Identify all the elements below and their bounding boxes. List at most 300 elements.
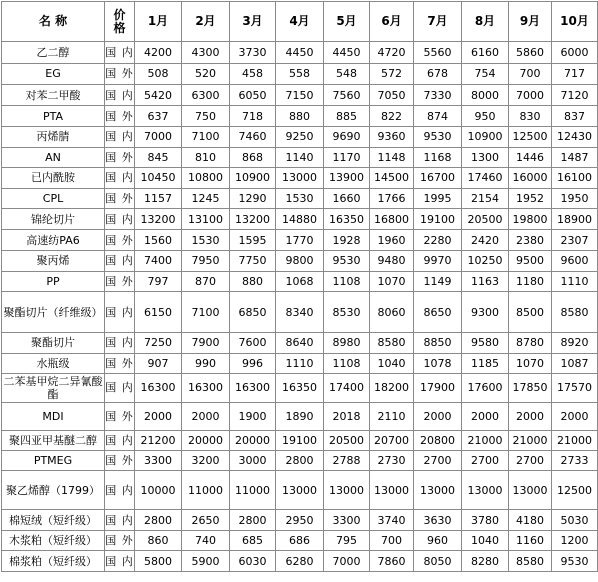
price-cell: 3780 (462, 510, 509, 531)
product-name: CPL (2, 188, 105, 209)
table-row (2, 127, 598, 148)
price-cell: 7950 (182, 251, 230, 272)
price-cell: 1200 (552, 531, 598, 551)
price-cell: 16300 (135, 374, 182, 403)
price-cell: 2730 (370, 451, 414, 471)
market-label: 国 内 (105, 431, 135, 451)
table-row (2, 402, 598, 431)
price-cell: 810 (182, 147, 230, 168)
market-label: 国 内 (105, 292, 135, 333)
price-cell: 2800 (276, 451, 324, 471)
price-cell: 1770 (276, 230, 324, 251)
price-cell: 6150 (135, 292, 182, 333)
price-cell: 19800 (509, 209, 552, 230)
price-cell: 837 (552, 106, 598, 127)
table-row (2, 353, 598, 374)
price-cell: 16000 (509, 168, 552, 189)
price-cell: 750 (182, 106, 230, 127)
price-cell: 880 (276, 106, 324, 127)
price-cell: 2700 (509, 451, 552, 471)
price-cell: 960 (414, 531, 462, 551)
market-label: 国 外 (105, 353, 135, 374)
table-row (2, 292, 598, 333)
header-price (105, 2, 135, 42)
price-cell: 18200 (370, 374, 414, 403)
price-cell: 7050 (370, 85, 414, 106)
price-cell: 2700 (414, 451, 462, 471)
price-cell: 685 (230, 531, 276, 551)
price-cell: 7000 (324, 551, 370, 572)
price-cell: 797 (135, 271, 182, 292)
price-cell: 740 (182, 531, 230, 551)
price-cell: 9530 (552, 551, 598, 572)
price-cell: 13000 (509, 471, 552, 510)
table-row (2, 551, 598, 572)
market-label: 国 内 (105, 551, 135, 572)
price-table (1, 1, 598, 572)
price-cell: 718 (230, 106, 276, 127)
price-cell: 860 (135, 531, 182, 551)
market-label: 国 外 (105, 531, 135, 551)
product-name: PP (2, 271, 105, 292)
price-cell: 9530 (324, 251, 370, 272)
price-cell: 10900 (230, 168, 276, 189)
header-month: 8月 (462, 2, 509, 42)
price-cell: 7250 (135, 333, 182, 354)
price-cell: 754 (462, 63, 509, 85)
price-cell: 20500 (462, 209, 509, 230)
price-cell: 13200 (230, 209, 276, 230)
table-row (2, 42, 598, 64)
price-cell: 9580 (462, 333, 509, 354)
price-cell: 1890 (276, 402, 324, 431)
price-cell: 2018 (324, 402, 370, 431)
price-cell: 9800 (276, 251, 324, 272)
price-cell: 2280 (414, 230, 462, 251)
price-cell: 7560 (324, 85, 370, 106)
market-label: 国 内 (105, 168, 135, 189)
product-name: EG (2, 63, 105, 85)
price-cell: 8650 (414, 292, 462, 333)
header-month: 4月 (276, 2, 324, 42)
price-cell: 8000 (462, 85, 509, 106)
market-label: 国 外 (105, 230, 135, 251)
price-cell: 7120 (552, 85, 598, 106)
price-cell: 20000 (230, 431, 276, 451)
price-cell: 13000 (276, 471, 324, 510)
header-month: 5月 (324, 2, 370, 42)
price-cell: 7600 (230, 333, 276, 354)
price-cell: 2800 (135, 510, 182, 531)
price-cell: 12500 (509, 127, 552, 148)
price-cell: 3000 (230, 451, 276, 471)
market-label: 国 内 (105, 471, 135, 510)
price-cell: 14880 (276, 209, 324, 230)
price-cell: 2950 (276, 510, 324, 531)
price-cell: 21000 (509, 431, 552, 451)
price-cell: 996 (230, 353, 276, 374)
header-price-line1: 价 (113, 7, 126, 22)
price-cell: 21200 (135, 431, 182, 451)
price-cell: 8980 (324, 333, 370, 354)
price-cell: 17900 (414, 374, 462, 403)
price-cell: 6000 (552, 42, 598, 64)
header-month: 2月 (182, 2, 230, 42)
price-cell: 1149 (414, 271, 462, 292)
price-cell: 3300 (324, 510, 370, 531)
price-cell: 17570 (552, 374, 598, 403)
price-cell: 6030 (230, 551, 276, 572)
price-cell: 16350 (276, 374, 324, 403)
price-cell: 880 (230, 271, 276, 292)
market-label: 国 外 (105, 451, 135, 471)
price-cell: 1078 (414, 353, 462, 374)
price-cell: 2650 (182, 510, 230, 531)
price-cell: 9360 (370, 127, 414, 148)
price-cell: 7000 (509, 85, 552, 106)
price-cell: 8780 (509, 333, 552, 354)
header-month: 1月 (135, 2, 182, 42)
price-cell: 8580 (370, 333, 414, 354)
price-cell: 2000 (182, 402, 230, 431)
price-cell: 8640 (276, 333, 324, 354)
price-cell: 1108 (324, 271, 370, 292)
product-name: PTMEG (2, 451, 105, 471)
price-cell: 11000 (230, 471, 276, 510)
price-cell: 13000 (414, 471, 462, 510)
table-row (2, 271, 598, 292)
price-cell: 2154 (462, 188, 509, 209)
table-row (2, 230, 598, 251)
market-label: 国 内 (105, 510, 135, 531)
price-cell: 9300 (462, 292, 509, 333)
price-cell: 874 (414, 106, 462, 127)
table-row (2, 531, 598, 551)
price-cell: 3200 (182, 451, 230, 471)
market-label: 国 内 (105, 251, 135, 272)
price-cell: 1300 (462, 147, 509, 168)
price-cell: 6280 (276, 551, 324, 572)
price-cell: 1595 (230, 230, 276, 251)
price-cell: 1185 (462, 353, 509, 374)
table-row (2, 209, 598, 230)
header-row (2, 2, 598, 42)
price-cell: 13000 (324, 471, 370, 510)
price-cell: 10250 (462, 251, 509, 272)
price-cell: 4720 (370, 42, 414, 64)
price-cell: 10450 (135, 168, 182, 189)
table-row (2, 63, 598, 85)
price-cell: 795 (324, 531, 370, 551)
price-cell: 950 (462, 106, 509, 127)
price-cell: 4450 (324, 42, 370, 64)
price-cell: 7150 (276, 85, 324, 106)
price-cell: 1087 (552, 353, 598, 374)
product-name: 对苯二甲酸 (2, 85, 105, 106)
price-cell: 548 (324, 63, 370, 85)
price-cell: 458 (230, 63, 276, 85)
product-name: 已内酰胺 (2, 168, 105, 189)
price-cell: 1163 (462, 271, 509, 292)
price-cell: 700 (509, 63, 552, 85)
product-name: MDI (2, 402, 105, 431)
price-cell: 1140 (276, 147, 324, 168)
price-cell: 2700 (462, 451, 509, 471)
product-name: 棉短绒（短纤级） (2, 510, 105, 531)
price-cell: 637 (135, 106, 182, 127)
price-cell: 8920 (552, 333, 598, 354)
price-cell: 1446 (509, 147, 552, 168)
price-cell: 2380 (509, 230, 552, 251)
price-cell: 7860 (370, 551, 414, 572)
table-row (2, 106, 598, 127)
price-cell: 845 (135, 147, 182, 168)
price-cell: 5860 (509, 42, 552, 64)
price-cell: 6050 (230, 85, 276, 106)
price-cell: 5900 (182, 551, 230, 572)
market-label: 国 外 (105, 63, 135, 85)
price-cell: 1108 (324, 353, 370, 374)
product-name: 聚酯切片（纤维级） (2, 292, 105, 333)
price-cell: 8340 (276, 292, 324, 333)
market-label: 国 外 (105, 271, 135, 292)
price-cell: 686 (276, 531, 324, 551)
price-cell: 885 (324, 106, 370, 127)
price-cell: 13200 (135, 209, 182, 230)
table-row (2, 188, 598, 209)
price-cell: 1928 (324, 230, 370, 251)
price-cell: 2307 (552, 230, 598, 251)
header-month: 6月 (370, 2, 414, 42)
price-cell: 822 (370, 106, 414, 127)
price-cell: 4180 (509, 510, 552, 531)
price-cell: 1040 (370, 353, 414, 374)
price-cell: 3740 (370, 510, 414, 531)
product-name: 聚酯切片 (2, 333, 105, 354)
price-cell: 4200 (135, 42, 182, 64)
product-name: 棉浆粕（短纤级） (2, 551, 105, 572)
price-cell: 1766 (370, 188, 414, 209)
price-cell: 7000 (135, 127, 182, 148)
price-cell: 20000 (182, 431, 230, 451)
price-cell: 16700 (414, 168, 462, 189)
price-cell: 7900 (182, 333, 230, 354)
price-cell: 9500 (509, 251, 552, 272)
price-cell: 21000 (552, 431, 598, 451)
product-name: PTA (2, 106, 105, 127)
price-cell: 16350 (324, 209, 370, 230)
price-cell: 13900 (324, 168, 370, 189)
price-cell: 14500 (370, 168, 414, 189)
price-cell: 870 (182, 271, 230, 292)
product-name: 木浆粕（短纤级） (2, 531, 105, 551)
price-cell: 12500 (552, 471, 598, 510)
price-cell: 572 (370, 63, 414, 85)
price-cell: 8280 (462, 551, 509, 572)
price-cell: 1530 (182, 230, 230, 251)
price-cell: 5420 (135, 85, 182, 106)
price-cell: 7100 (182, 127, 230, 148)
price-cell: 1950 (552, 188, 598, 209)
price-cell: 2000 (509, 402, 552, 431)
price-cell: 13000 (462, 471, 509, 510)
price-cell: 6160 (462, 42, 509, 64)
price-cell: 1157 (135, 188, 182, 209)
table-row (2, 431, 598, 451)
price-cell: 1245 (182, 188, 230, 209)
price-cell: 16300 (182, 374, 230, 403)
price-cell: 1900 (230, 402, 276, 431)
price-cell: 16800 (370, 209, 414, 230)
price-cell: 19100 (414, 209, 462, 230)
price-cell: 508 (135, 63, 182, 85)
price-cell: 2000 (462, 402, 509, 431)
price-cell: 8060 (370, 292, 414, 333)
price-cell: 5800 (135, 551, 182, 572)
price-cell: 16300 (230, 374, 276, 403)
price-cell: 11000 (182, 471, 230, 510)
price-cell: 12430 (552, 127, 598, 148)
price-cell: 830 (509, 106, 552, 127)
price-cell: 17400 (324, 374, 370, 403)
price-cell: 700 (370, 531, 414, 551)
header-name: 名 称 (2, 2, 105, 42)
price-cell: 8850 (414, 333, 462, 354)
price-cell: 1660 (324, 188, 370, 209)
price-cell: 9480 (370, 251, 414, 272)
price-cell: 2733 (552, 451, 598, 471)
market-label: 国 内 (105, 333, 135, 354)
price-cell: 8530 (324, 292, 370, 333)
price-cell: 1110 (552, 271, 598, 292)
price-cell: 20800 (414, 431, 462, 451)
price-cell: 8050 (414, 551, 462, 572)
price-cell: 18900 (552, 209, 598, 230)
header-month: 9月 (509, 2, 552, 42)
price-cell: 17600 (462, 374, 509, 403)
price-cell: 8580 (552, 292, 598, 333)
price-cell: 1160 (509, 531, 552, 551)
product-name: 聚四亚甲基醚二醇 (2, 431, 105, 451)
market-label: 国 外 (105, 188, 135, 209)
market-label: 国 外 (105, 147, 135, 168)
price-cell: 6850 (230, 292, 276, 333)
price-cell: 3730 (230, 42, 276, 64)
product-name: 聚乙烯醇（1799） (2, 471, 105, 510)
table-row (2, 374, 598, 403)
price-cell: 1148 (370, 147, 414, 168)
price-cell: 1995 (414, 188, 462, 209)
price-cell: 7100 (182, 292, 230, 333)
price-cell: 717 (552, 63, 598, 85)
price-cell: 1168 (414, 147, 462, 168)
price-cell: 2110 (370, 402, 414, 431)
product-name: 聚丙烯 (2, 251, 105, 272)
price-table-body (2, 42, 598, 572)
price-cell: 1487 (552, 147, 598, 168)
price-cell: 21000 (462, 431, 509, 451)
product-name: AN (2, 147, 105, 168)
price-cell: 16100 (552, 168, 598, 189)
price-cell: 2420 (462, 230, 509, 251)
table-row (2, 451, 598, 471)
price-cell: 4300 (182, 42, 230, 64)
price-cell: 1180 (509, 271, 552, 292)
market-label: 国 外 (105, 106, 135, 127)
price-cell: 9250 (276, 127, 324, 148)
price-cell: 6300 (182, 85, 230, 106)
table-row (2, 168, 598, 189)
price-cell: 1530 (276, 188, 324, 209)
price-cell: 13000 (276, 168, 324, 189)
price-cell: 3300 (135, 451, 182, 471)
table-row (2, 471, 598, 510)
market-label: 国 内 (105, 85, 135, 106)
price-cell: 1070 (509, 353, 552, 374)
price-cell: 678 (414, 63, 462, 85)
price-cell: 2000 (552, 402, 598, 431)
price-cell: 990 (182, 353, 230, 374)
market-label: 国 内 (105, 42, 135, 64)
price-cell: 868 (230, 147, 276, 168)
price-cell: 1952 (509, 188, 552, 209)
header-month: 3月 (230, 2, 276, 42)
market-label: 国 外 (105, 402, 135, 431)
price-cell: 10900 (462, 127, 509, 148)
price-cell: 10000 (135, 471, 182, 510)
table-row (2, 251, 598, 272)
table-row (2, 147, 598, 168)
price-cell: 907 (135, 353, 182, 374)
price-cell: 8580 (509, 551, 552, 572)
price-cell: 1040 (462, 531, 509, 551)
price-cell: 17460 (462, 168, 509, 189)
price-cell: 7400 (135, 251, 182, 272)
price-cell: 2000 (414, 402, 462, 431)
price-cell: 17850 (509, 374, 552, 403)
price-cell: 7750 (230, 251, 276, 272)
product-name: 二苯基甲烷二异氰酸酯 (3, 374, 103, 401)
price-cell: 9690 (324, 127, 370, 148)
price-cell: 1170 (324, 147, 370, 168)
product-name: 锦纶切片 (2, 209, 105, 230)
product-name: 高速纺PA6 (2, 230, 105, 251)
table-row (2, 85, 598, 106)
market-label: 国 内 (105, 127, 135, 148)
price-cell: 3630 (414, 510, 462, 531)
price-cell: 1560 (135, 230, 182, 251)
price-cell: 19100 (276, 431, 324, 451)
price-cell: 13000 (370, 471, 414, 510)
product-name: 丙烯腈 (2, 127, 105, 148)
price-cell: 20700 (370, 431, 414, 451)
header-price-line2: 格 (113, 20, 126, 35)
price-cell: 558 (276, 63, 324, 85)
price-cell: 2000 (135, 402, 182, 431)
price-cell: 1290 (230, 188, 276, 209)
price-cell: 1110 (276, 353, 324, 374)
price-cell: 7330 (414, 85, 462, 106)
header-month: 7月 (414, 2, 462, 42)
price-cell: 520 (182, 63, 230, 85)
price-cell: 4450 (276, 42, 324, 64)
table-row (2, 510, 598, 531)
price-cell: 2800 (230, 510, 276, 531)
price-cell: 10800 (182, 168, 230, 189)
price-cell: 9530 (414, 127, 462, 148)
price-cell: 8500 (509, 292, 552, 333)
price-cell: 2788 (324, 451, 370, 471)
